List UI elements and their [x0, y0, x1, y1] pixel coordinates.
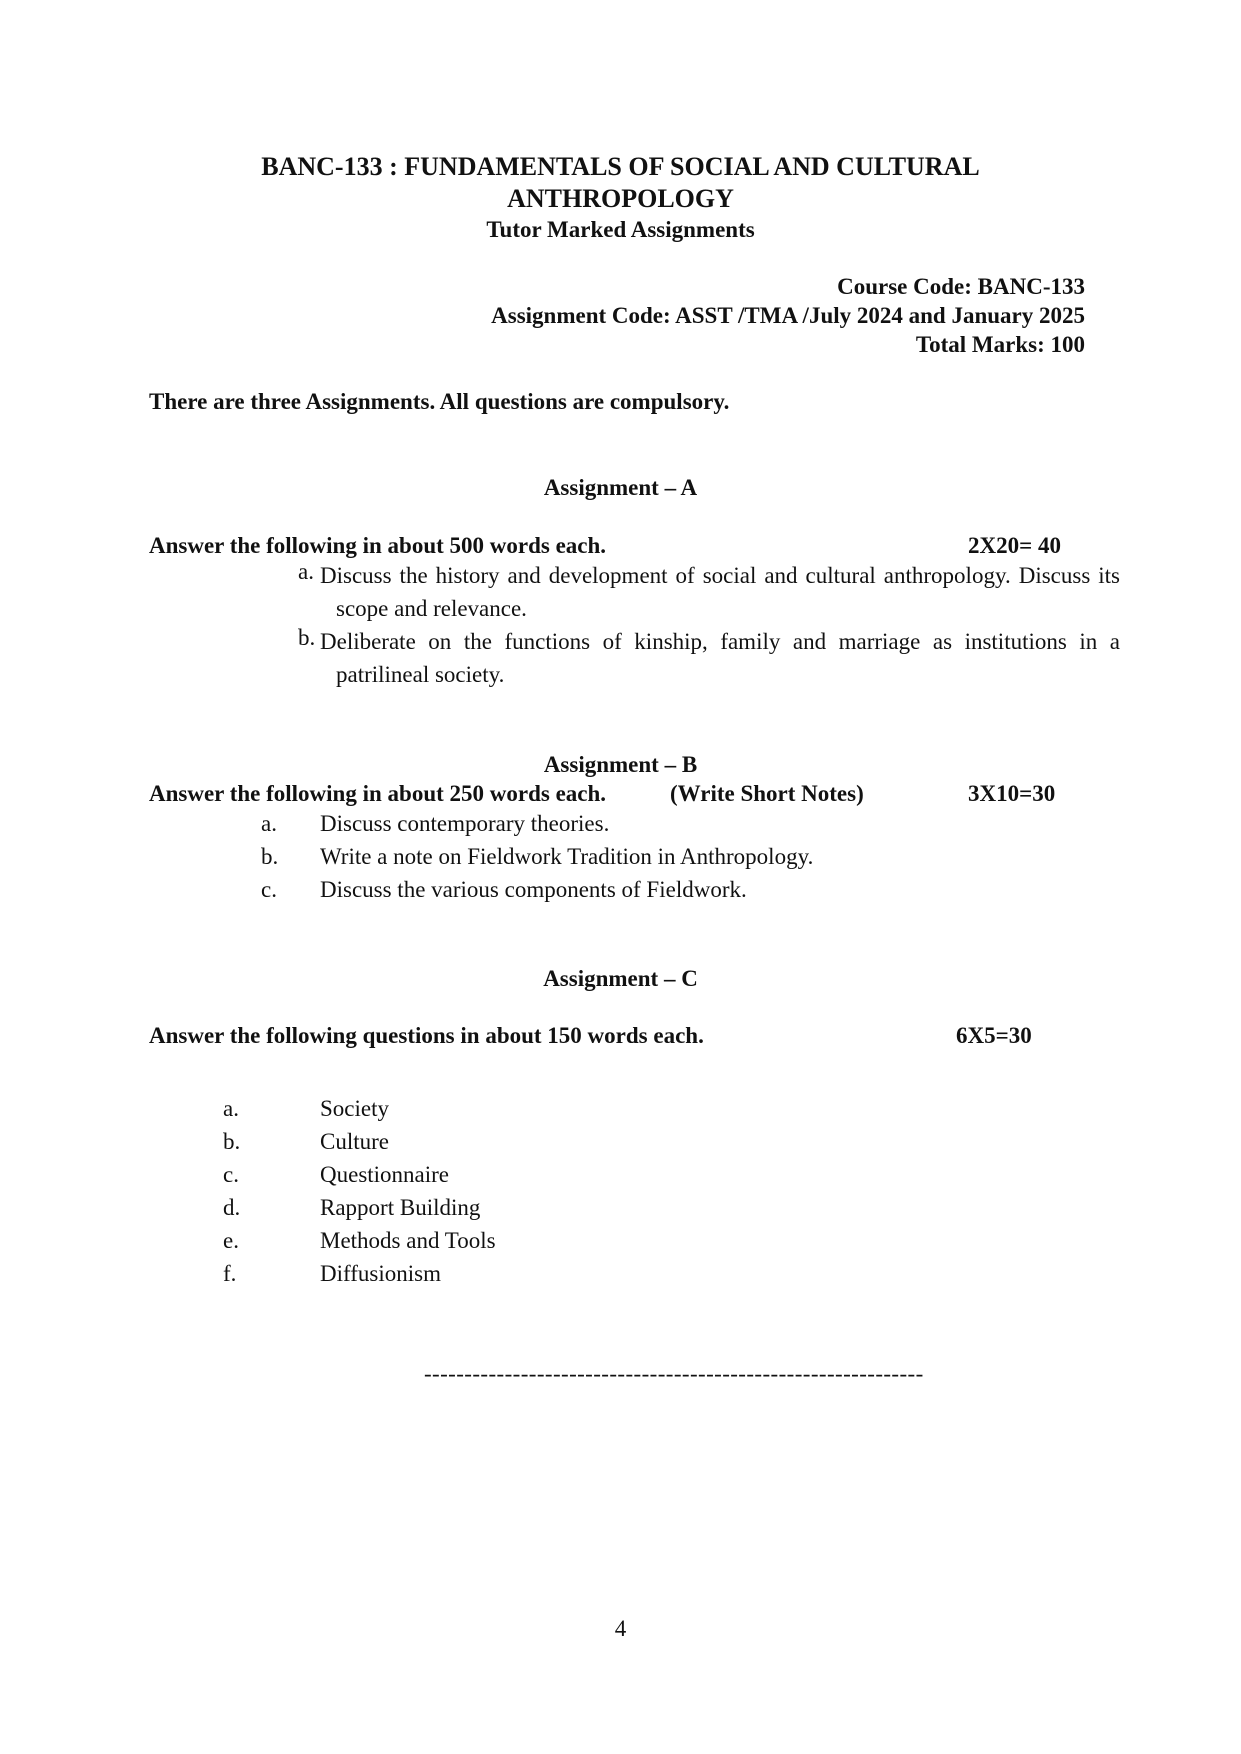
assignment-b-item-text: Write a note on Fieldwork Tradition in Anthropology.: [320, 844, 814, 869]
assignment-c-item-text: Rapport Building: [320, 1195, 481, 1220]
assignment-a-item-text: Deliberate on the functions of kinship, family and marriage as institutions in a patrilineal society.: [320, 629, 1120, 687]
subtitle: Tutor Marked Assignments: [486, 217, 755, 242]
assignment-c-item-label: f.: [223, 1261, 237, 1286]
assignment-c-item-label: d.: [223, 1195, 241, 1220]
assignment-c-item-text: Questionnaire: [320, 1162, 450, 1187]
assignment-c-heading: Assignment – C: [543, 966, 698, 991]
assignment-b-item-text: Discuss contemporary theories.: [320, 811, 610, 836]
assignment-b-item-text: Discuss the various components of Fieldwork.: [320, 877, 747, 902]
assignment-a-item-label: b.: [298, 625, 316, 650]
assignment-b-item-label: c.: [261, 877, 277, 902]
assignment-c-item-text: Society: [320, 1096, 389, 1121]
course-code: Course Code: BANC-133: [837, 274, 1085, 299]
assignment-c-marks: 6X5=30: [956, 1023, 1032, 1048]
page-number: 4: [614, 1616, 627, 1641]
total-marks: Total Marks: 100: [915, 332, 1085, 357]
title-line-1: BANC-133 : FUNDAMENTALS OF SOCIAL AND CULTURAL: [261, 152, 980, 181]
assignment-c-item-label: a.: [223, 1096, 239, 1121]
assignment-a-item: [320, 625, 1120, 691]
assignment-c-item-label: b.: [223, 1129, 241, 1154]
assignment-b-item-label: b.: [261, 844, 279, 869]
assignment-a-instruction: Answer the following in about 500 words each.: [149, 533, 607, 558]
divider-line: --------------------------------------------------------------: [424, 1361, 924, 1386]
intro-text: There are three Assignments. All questions are compulsory.: [149, 389, 730, 414]
assignment-c-item-text: Diffusionism: [320, 1261, 441, 1286]
assignment-c-item-label: e.: [223, 1228, 239, 1253]
assignment-b-marks: 3X10=30: [968, 781, 1056, 806]
assignment-code: Assignment Code: ASST /TMA /July 2024 and January 2025: [491, 303, 1085, 328]
assignment-c-item-label: c.: [223, 1162, 239, 1187]
assignment-b-instruction: Answer the following in about 250 words each.: [149, 781, 607, 806]
assignment-b-note: (Write Short Notes): [670, 781, 864, 806]
assignment-a-item: [320, 559, 1120, 625]
assignment-a-marks: 2X20= 40: [968, 533, 1061, 558]
assignment-b-item-label: a.: [261, 811, 277, 836]
assignment-c-item-text: Culture: [320, 1129, 389, 1154]
assignment-c-instruction: Answer the following questions in about 150 words each.: [149, 1023, 704, 1048]
assignment-a-item-text: Discuss the history and development of social and cultural anthropology. Discuss its scope and relevance.: [320, 563, 1120, 621]
assignment-a-item-label: a.: [298, 559, 314, 584]
title-line-2: ANTHROPOLOGY: [507, 184, 734, 213]
assignment-b-heading: Assignment – B: [543, 752, 698, 777]
assignment-c-item-text: Methods and Tools: [320, 1228, 496, 1253]
assignment-a-heading: Assignment – A: [543, 475, 698, 500]
